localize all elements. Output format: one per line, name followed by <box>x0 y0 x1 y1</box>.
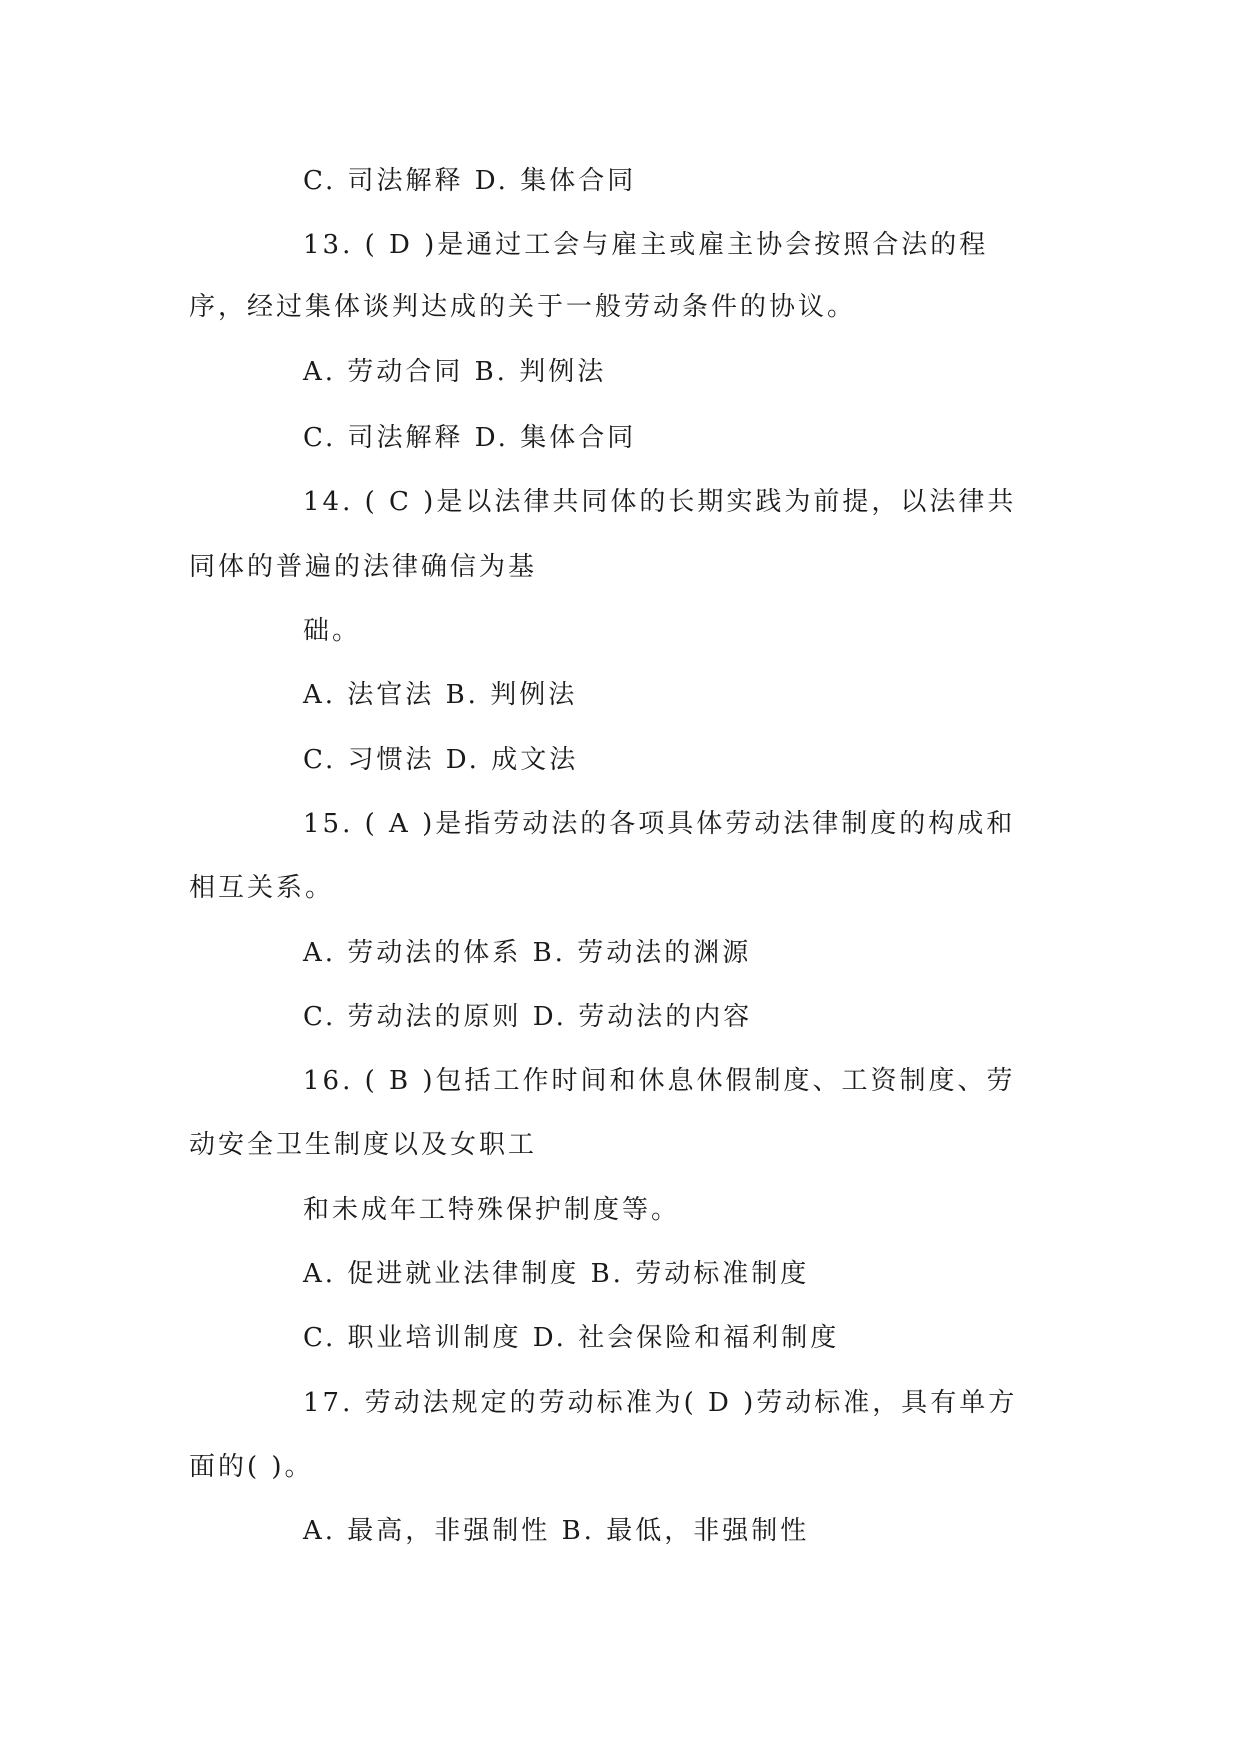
option-line-q16-cd: C. 职业培训制度 D. 社会保险和福利制度 <box>303 1323 840 1353</box>
option-line-q14-ab: A. 法官法 B. 判例法 <box>303 680 578 710</box>
option-line-q13-ab: A. 劳动合同 B. 判例法 <box>303 357 607 387</box>
question-13-line-1: 13. ( D )是通过工会与雇主或雇主协会按照合法的程 <box>303 230 989 260</box>
question-17-line-2: 面的( )。 <box>189 1452 314 1482</box>
question-16-line-3: 和未成年工特殊保护制度等。 <box>303 1195 681 1225</box>
question-16-line-1: 16. ( B )包括工作时间和休息休假制度、工资制度、劳 <box>303 1066 1016 1096</box>
option-line-q17-ab: A. 最高，非强制性 B. 最低，非强制性 <box>303 1516 810 1546</box>
option-line-q15-ab: A. 劳动法的体系 B. 劳动法的渊源 <box>303 938 752 968</box>
question-14-line-1: 14. ( C )是以法律共同体的长期实践为前提，以法律共 <box>303 487 1017 517</box>
option-line-q16-ab: A. 促进就业法律制度 B. 劳动标准制度 <box>303 1259 810 1289</box>
question-14-line-2: 同体的普遍的法律确信为基 <box>189 552 538 582</box>
option-line-q15-cd: C. 劳动法的原则 D. 劳动法的内容 <box>303 1002 753 1032</box>
question-13-line-2: 序，经过集体谈判达成的关于一般劳动条件的协议。 <box>189 292 857 322</box>
option-line-q14-cd: C. 习惯法 D. 成文法 <box>303 745 579 775</box>
question-15-line-2: 相互关系。 <box>189 873 335 903</box>
question-15-line-1: 15. ( A )是指劳动法的各项具体劳动法律制度的构成和 <box>303 809 1016 839</box>
question-14-line-3: 础。 <box>303 616 362 646</box>
option-line-q12-cd: C. 司法解释 D. 集体合同 <box>303 166 637 196</box>
question-17-line-1: 17. 劳动法规定的劳动标准为( D )劳动标准，具有单方 <box>303 1388 1018 1418</box>
question-16-line-2: 动安全卫生制度以及女职工 <box>189 1130 538 1160</box>
option-line-q13-cd: C. 司法解释 D. 集体合同 <box>303 423 637 453</box>
